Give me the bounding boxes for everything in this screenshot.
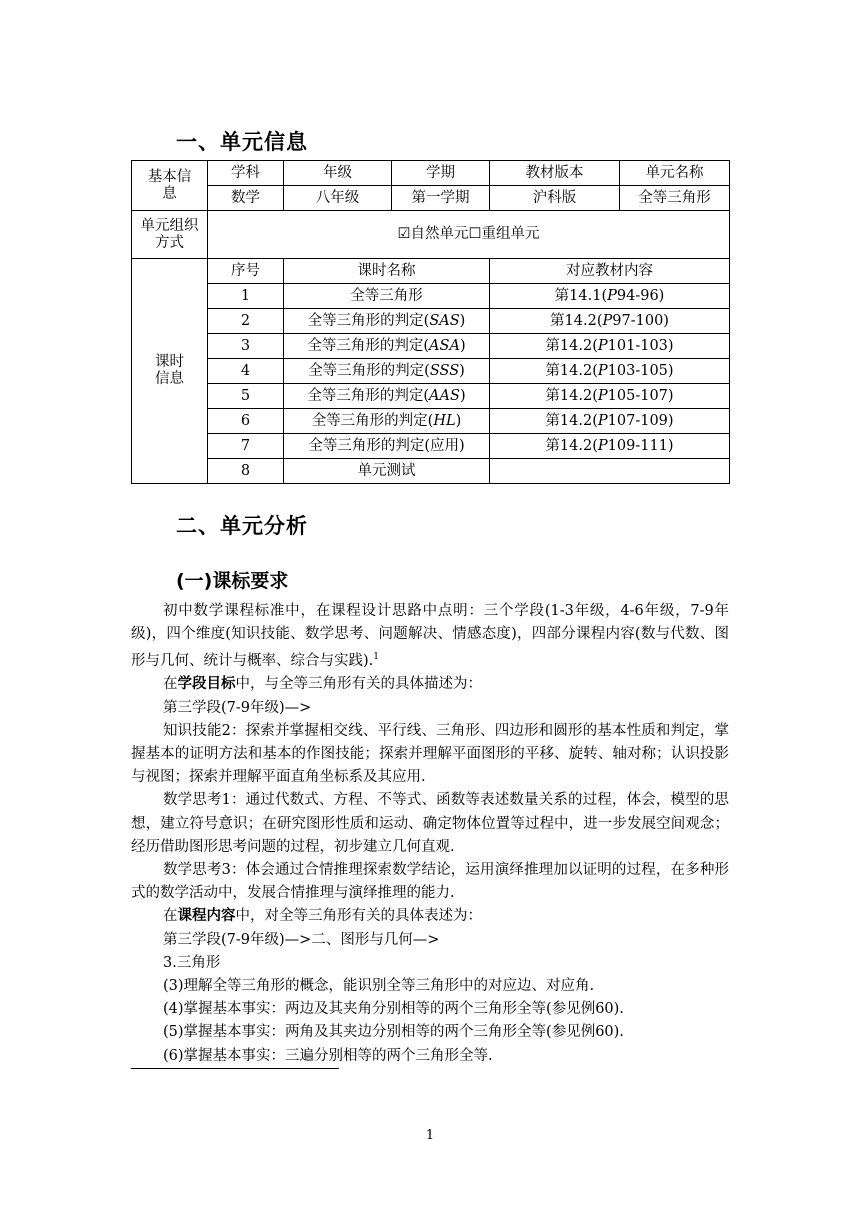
paragraph-text: 初中数学课程标准中，在课程设计思路中点明：三个学段(1-3年级，4-6年级，7-9年级)，四个维度(知识技能、数学思考、问题解决、情感态度)，四部分课程内容(数与代数、图形与几何、统计与概率、综合与实践). [131, 603, 729, 670]
paragraph: 3.三角形 [163, 954, 221, 971]
lesson-name: 全等三角形的判定(SSS) [284, 359, 490, 384]
lesson-name: 全等三角形的判定(ASA) [284, 334, 490, 359]
lesson-no: 4 [208, 359, 284, 384]
value-term: 第一学期 [392, 186, 490, 211]
org-mode-label: 单元组织方式 [132, 211, 208, 259]
paragraph: 数学思考3：体会通过合情推理探索数学结论，运用演绎推理加以证明的过程，在多种形式的数学活动中，发展合情推理与演绎推理的能力. [131, 862, 729, 902]
lesson-name: 全等三角形的判定(应用) [284, 434, 490, 459]
section-title-unit-analysis: 二、单元分析 [176, 514, 308, 538]
lesson-content: 第14.2(P109-111) [490, 434, 730, 459]
paragraph: 知识技能2：探索并掌握相交线、平行线、三角形、四边形和圆形的基本性质和判定，掌握基本的证明方法和基本的作图技能；探索并理解平面图形的平移、旋转、轴对称；认识投影与视图；探索并理解平面直角坐标系及其应用. [131, 722, 729, 786]
value-unit-name: 全等三角形 [620, 186, 730, 211]
lesson-info-label: 课时信息 [132, 259, 208, 484]
paragraph: (4)掌握基本事实：两边及其夹角分别相等的两个三角形全等(参见例60). [163, 1001, 624, 1018]
footnote-ref: 1 [373, 652, 379, 663]
emphasis: 课程内容 [177, 908, 236, 925]
lesson-content [490, 459, 730, 484]
lesson-no: 5 [208, 384, 284, 409]
section-title-unit-info: 一、单元信息 [176, 130, 308, 154]
body-text [131, 600, 729, 1068]
lesson-name: 单元测试 [284, 459, 490, 484]
lesson-no: 3 [208, 334, 284, 359]
paragraph: 第三学段(7-9年级)—>二、图形与几何—> [163, 931, 440, 948]
paragraph: (3)理解全等三角形的概念，能识别全等三角形中的对应边、对应角. [163, 978, 595, 995]
footnote-divider [131, 1068, 339, 1069]
lesson-content: 第14.2(P97-100) [490, 309, 730, 334]
lesson-content: 第14.1(P94-96) [490, 284, 730, 309]
lesson-content: 第14.2(P105-107) [490, 384, 730, 409]
paragraph: 第三学段(7-9年级)—> [163, 699, 312, 716]
org-mode-value: ☑自然单元☐重组单元 [208, 211, 730, 259]
lesson-no: 2 [208, 309, 284, 334]
paragraph-text: 中，对全等三角形有关的具体表述为： [235, 908, 482, 925]
unit-info-table [131, 160, 730, 484]
basic-info-label: 基本信息 [132, 161, 208, 211]
paragraph-text: 在 [163, 676, 178, 693]
lesson-header-no: 序号 [208, 259, 284, 284]
header-subject: 学科 [208, 161, 284, 186]
paragraph: (6)掌握基本事实：三遍分别相等的两个三角形全等. [163, 1047, 493, 1064]
lesson-no: 1 [208, 284, 284, 309]
lesson-header-content: 对应教材内容 [490, 259, 730, 284]
header-unit-name: 单元名称 [620, 161, 730, 186]
subsection-title-curriculum: (一)课标要求 [176, 570, 289, 592]
value-edition: 沪科版 [490, 186, 620, 211]
lesson-header-name: 课时名称 [284, 259, 490, 284]
page-number: 1 [425, 1128, 435, 1143]
paragraph [131, 600, 729, 673]
paragraph: (5)掌握基本事实：两角及其夹边分别相等的两个三角形全等(参见例60). [163, 1024, 624, 1041]
lesson-content: 第14.2(P107-109) [490, 409, 730, 434]
emphasis: 学段目标 [177, 676, 236, 693]
header-grade: 年级 [284, 161, 392, 186]
lesson-name: 全等三角形的判定(SAS) [284, 309, 490, 334]
lesson-no: 7 [208, 434, 284, 459]
lesson-name: 全等三角形 [284, 284, 490, 309]
paragraph-text: 中，与全等三角形有关的具体描述为： [235, 676, 482, 693]
value-grade: 八年级 [284, 186, 392, 211]
lesson-content: 第14.2(P101-103) [490, 334, 730, 359]
lesson-no: 6 [208, 409, 284, 434]
header-edition: 教材版本 [490, 161, 620, 186]
paragraph: 数学思考1：通过代数式、方程、不等式、函数等表述数量关系的过程，体会，模型的思想，建立符号意识；在研究图形性质和运动、确定物体位置等过程中，进一步发展空间观念；经历借助图形思考问题的过程，初步建立几何直观. [131, 792, 729, 855]
lesson-name: 全等三角形的判定(HL) [284, 409, 490, 434]
lesson-content: 第14.2(P103-105) [490, 359, 730, 384]
paragraph [131, 905, 729, 928]
paragraph [131, 673, 729, 696]
paragraph-text: 在 [163, 908, 178, 925]
lesson-no: 8 [208, 459, 284, 484]
lesson-name: 全等三角形的判定(AAS) [284, 384, 490, 409]
header-term: 学期 [392, 161, 490, 186]
value-subject: 数学 [208, 186, 284, 211]
